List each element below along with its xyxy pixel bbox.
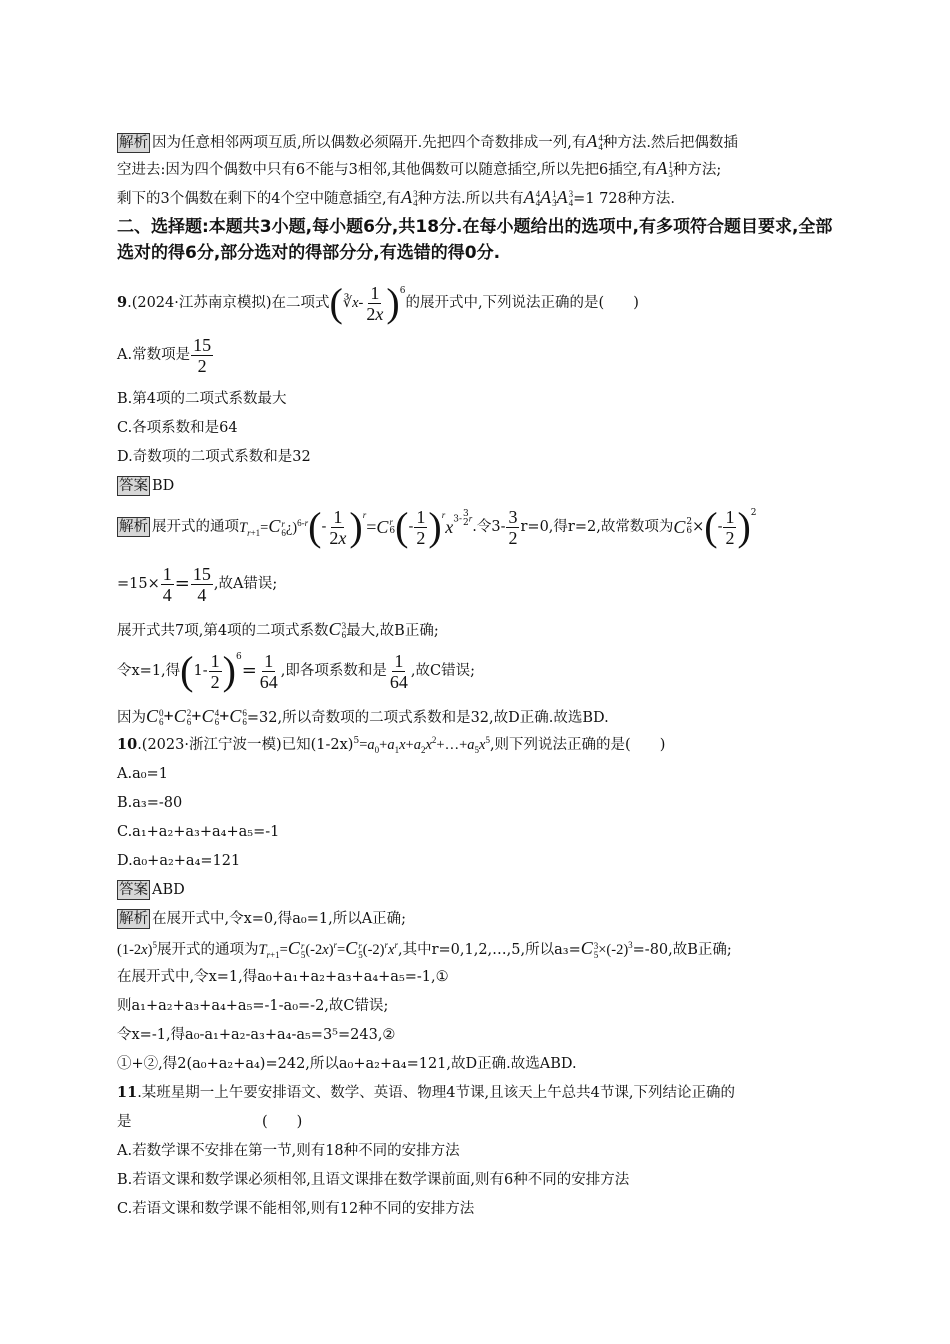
question-number: 9 (117, 294, 128, 311)
question-number: 10 (117, 736, 138, 753)
analysis-tag: 解析 (119, 519, 148, 535)
section-heading: 二、选择题:本题共3小题,每小题6分,共18分.在每小题给出的选项中,有多项符合题目要求,全部选对的得6分,部分选对的得部分分,有选错的得0分. (117, 217, 833, 263)
q11-option-c: C.若语文课和数学课不能相邻,则有12种不同的安排方法 (117, 1201, 475, 1217)
q9-option-a: A.常数项是 $\frac{15}{2}$ (117, 334, 212, 376)
q9-solution-line-2: =15× $\frac{1}{4}$ = $\frac{15}{4}$ ,故A错误; (117, 563, 278, 605)
q9-answer: 答案 BD (119, 478, 175, 494)
question-9: 9 .(2024·江苏南京模拟)在二项式 ( ∛x- $\frac{1}{2x}$ ) $^6$ 的展开式中,下列说法正确的是( ) (117, 280, 639, 325)
q10-solution-line-5: 令x=-1,得a₀-a₁+a₂-a₃+a₄-a₅=3⁵=243,② (117, 1027, 396, 1043)
answer-tag: 答案 (119, 478, 148, 494)
q9-solution-line-4: 令x=1,得 ( 1- $\frac{1}{2}$ ) $^6$ = $\frac{1}{64}$ ,即各项系数和是 $\frac{1}{64}$ ,故C错误; (117, 648, 475, 693)
q10-solution-line-4: 则a₁+a₂+a₃+a₄+a₅=-1-a₀=-2,故C错误; (117, 998, 389, 1014)
question-10: 10.(2023·浙江宁波一模)已知$(1-2x)^5=a_0+a_1x+a_2x^2+\dots+a_5x^5$,则下列说法正确的是( ) (117, 735, 666, 755)
analysis-line-1: 解析 因为任意相邻两项互质,所以偶数必须隔开.先把四个奇数排成一列,有A 4 4 种方法.然后把偶数插 (119, 131, 738, 152)
q11-option-a: A.若数学课不安排在第一节,则有18种不同的安排方法 (117, 1143, 460, 1159)
question-number: 11 (117, 1084, 138, 1101)
answer-tag: 答案 (119, 882, 148, 898)
q11-option-b: B.若语文课和数学课必须相邻,且语文课排在数学课前面,则有6种不同的安排方法 (117, 1172, 630, 1188)
q10-option-d: D.a₀+a₂+a₄=121 (117, 853, 241, 869)
q10-option-c: C.a₁+a₂+a₃+a₄+a₅=-1 (117, 824, 280, 840)
q10-solution-line-2: $(1-2x)^5$展开式的通项为$T_{r+1}=C$ r 5 $(-2x)^r=C$ r 5 $(-2)^rx^r$,其中r=0,1,2,…,5,所以a₃=C 3 5 $\times(-2)^3=-80$,故B正确; (117, 938, 732, 960)
q10-solution-line-6: ①+②,得2(a₀+a₂+a₄)=242,所以a₀+a₂+a₄=121,故D正确.故选ABD. (117, 1056, 577, 1072)
q10-solution-line-1: 解析 在展开式中,令x=0,得a₀=1,所以A正确; (119, 911, 407, 927)
q10-option-b: B.a₃=-80 (117, 795, 183, 811)
q9-solution-line-1: 解析 展开式的通项 $T_{r+1}=C$ r 6 ¿)$^{6-r}$ ( - $\frac{1}{2x}$ ) $^r$ =C r 6 ( - $\frac{1}{2}$ ) $^r$ x $^{3- 3 2 r}$ .令3- $\frac{3}{2}$ r=0,得r=2,故常数项为 C 2 6 × ( - $\frac{1}{2}$ ) $^2$ (119, 504, 757, 549)
analysis-tag: 解析 (119, 911, 148, 927)
q9-solution-line-3: 展开式共7项,第4项的二项式系数C 3 6 最大,故B正确; (117, 619, 439, 640)
analysis-line-3: 剩下的3个偶数在剩下的4个空中随意插空,有A 3 4 种方法.所以共有A 4 4 A 1 3 A 3 4 =1 728种方法. (117, 187, 675, 208)
question-11-cont: 是 ( ) (117, 1114, 303, 1130)
q9-option-b: B.第4项的二项式系数最大 (117, 391, 287, 407)
analysis-line-2: 空进去:因为四个偶数中只有6不能与3相邻,其他偶数可以随意插空,所以先把6插空,有A 1 3 种方法; (117, 158, 722, 179)
q9-option-d: D.奇数项的二项式系数和是32 (117, 449, 311, 465)
q9-solution-line-5: 因为C 0 6 +C 2 6 +C 4 6 +C 6 6 =32,所以奇数项的二项式系数和是32,故D正确.故选BD. (117, 706, 609, 727)
q10-solution-line-3: 在展开式中,令x=1,得a₀+a₁+a₂+a₃+a₄+a₅=-1,① (117, 969, 449, 985)
q10-answer: 答案 ABD (119, 882, 185, 898)
analysis-tag: 解析 (119, 135, 148, 151)
q10-option-a: A.a₀=1 (117, 766, 168, 782)
q9-option-c: C.各项系数和是64 (117, 420, 238, 436)
question-11: 11.某班星期一上午要安排语文、数学、英语、物理4节课,且该天上午总共4节课,下列结论正确的 (117, 1084, 735, 1101)
